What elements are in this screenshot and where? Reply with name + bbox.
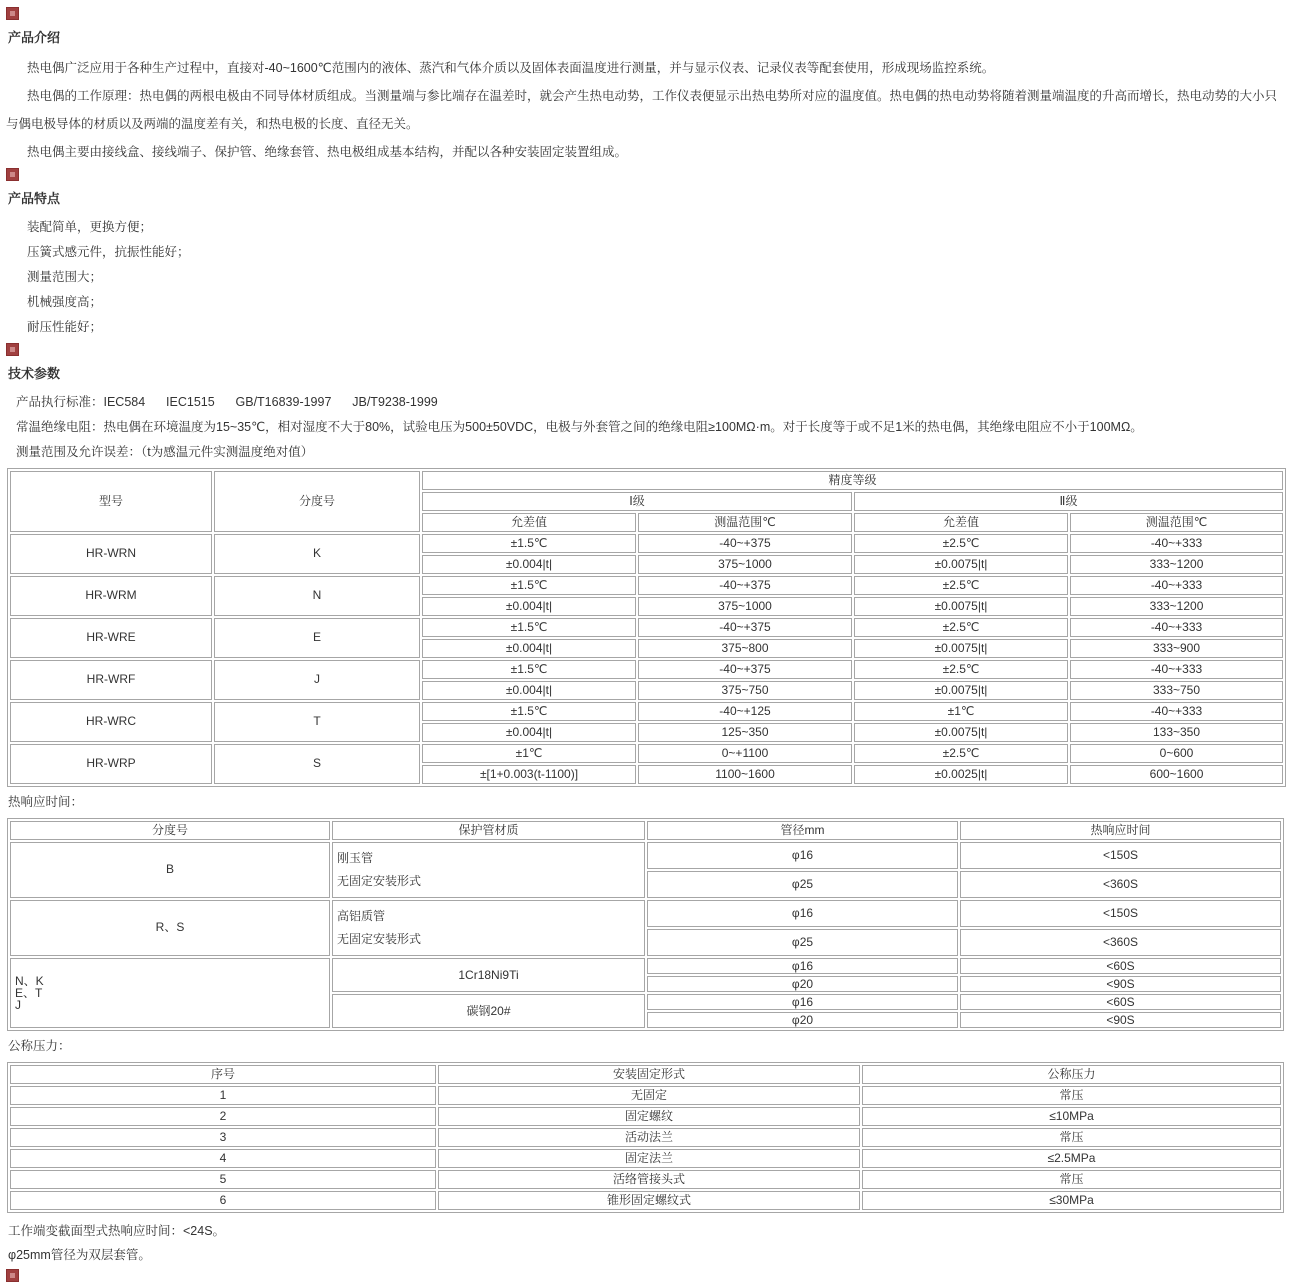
cell-response-time: <150S	[960, 842, 1281, 869]
cell: -40~+375	[638, 534, 852, 553]
cell-graduation: E	[214, 618, 420, 658]
column-header-diameter: 管径mm	[647, 821, 958, 840]
table-row	[10, 821, 1281, 840]
cell-index: 4	[10, 1149, 436, 1168]
cell-pressure: 常压	[862, 1128, 1281, 1147]
column-header-response-time: 热响应时间	[960, 821, 1281, 840]
cell: ±0.0075|t|	[854, 555, 1068, 574]
table-row	[10, 471, 1283, 490]
cell: ±1.5℃	[422, 618, 636, 637]
cell: 0~600	[1070, 744, 1283, 763]
cell-graduation: J	[214, 660, 420, 700]
column-header-sheath-material: 保护管材质	[332, 821, 645, 840]
cell-diameter: φ16	[647, 994, 958, 1010]
cell-graduation: N	[214, 576, 420, 616]
cell-response-time: <360S	[960, 871, 1281, 898]
cell: ±2.5℃	[854, 744, 1068, 763]
cell: ±0.004|t|	[422, 639, 636, 658]
intro-paragraph: 热电偶广泛应用于各种生产过程中，直接对-40~1600℃范围内的液体、蒸汽和气体介质以及固体表面温度进行测量，并与显示仪表、记录仪表等配套使用，形成现场监控系统。	[27, 61, 995, 76]
cell-model: HR-WRN	[10, 534, 212, 574]
cell: ±1.5℃	[422, 702, 636, 721]
cell-response-time: <90S	[960, 976, 1281, 992]
table-row	[10, 1128, 1281, 1147]
cell-response-time: <60S	[960, 994, 1281, 1010]
cell: 333~1200	[1070, 555, 1283, 574]
cell: -40~+333	[1070, 534, 1283, 553]
icon-row	[6, 168, 1283, 181]
cell: ±1℃	[854, 702, 1068, 721]
cell: 375~750	[638, 681, 852, 700]
cell: 125~350	[638, 723, 852, 742]
cell-pressure: 常压	[862, 1170, 1281, 1189]
cell: ±2.5℃	[854, 660, 1068, 679]
graduation-line: N、K	[15, 973, 44, 988]
material-line: 刚玉管	[337, 850, 374, 865]
table-row	[10, 660, 1283, 679]
cell-graduation	[10, 958, 330, 1028]
footer-notes	[6, 1219, 1283, 1267]
table-row	[10, 744, 1283, 763]
cell-mount-type: 固定螺纹	[438, 1107, 860, 1126]
icon-row	[6, 342, 1283, 355]
cell: 375~800	[638, 639, 852, 658]
cell-index: 5	[10, 1170, 436, 1189]
cell: 0~+1100	[638, 744, 852, 763]
column-header-accuracy-class: 精度等级	[422, 471, 1283, 490]
cell-diameter: φ25	[647, 871, 958, 898]
feature-item: 测量范围大；	[27, 270, 103, 285]
cell: 1100~1600	[638, 765, 852, 784]
column-header-graduation: 分度号	[10, 821, 330, 840]
cell: ±1.5℃	[422, 534, 636, 553]
cell: 133~350	[1070, 723, 1283, 742]
column-header-class1: Ⅰ级	[422, 492, 852, 511]
range-error-line: 测量范围及允许误差：（t为感温元件实测温度绝对值）	[16, 444, 314, 459]
cell-response-time: <150S	[960, 900, 1281, 927]
cell-graduation: S	[214, 744, 420, 784]
note-line: φ25mm管径为双层套管。	[8, 1247, 151, 1262]
table-row	[10, 900, 1281, 927]
table-row	[10, 1065, 1281, 1084]
table-row	[10, 534, 1283, 553]
table-row	[10, 1191, 1281, 1210]
cell-index: 1	[10, 1086, 436, 1105]
cell-diameter: φ25	[647, 929, 958, 956]
cell-mount-type: 无固定	[438, 1086, 860, 1105]
cell-material: 碳钢20#	[332, 994, 645, 1028]
cell-material	[332, 842, 645, 898]
table-row	[10, 576, 1283, 595]
standards-line: 产品执行标准：IEC584 IEC1515 GB/T16839-1997 JB/T9238-1999	[16, 394, 438, 409]
cell: ±0.0075|t|	[854, 723, 1068, 742]
column-header-temp-range: 测温范围℃	[638, 513, 852, 532]
feature-item: 机械强度高；	[27, 295, 103, 310]
column-header-graduation: 分度号	[214, 471, 420, 532]
cell: ±2.5℃	[854, 534, 1068, 553]
table-row	[10, 958, 1281, 974]
cell: 333~900	[1070, 639, 1283, 658]
pressure-table-label: 公称压力：	[8, 1038, 71, 1053]
cell-mount-type: 活络管接头式	[438, 1170, 860, 1189]
cell: -40~+333	[1070, 618, 1283, 637]
cell: ±1℃	[422, 744, 636, 763]
cell: ±[1+0.003(t-1100)]	[422, 765, 636, 784]
cell-diameter: φ20	[647, 1012, 958, 1028]
cell-model: HR-WRF	[10, 660, 212, 700]
cell-index: 3	[10, 1128, 436, 1147]
cell: ±0.0075|t|	[854, 597, 1068, 616]
cell-model: HR-WRP	[10, 744, 212, 784]
intro-paragraph: 热电偶主要由接线盒、接线端子、保护管、绝缘套管、热电极组成基本结构，并配以各种安装固定装置组成。	[27, 145, 628, 160]
cell-mount-type: 固定法兰	[438, 1149, 860, 1168]
cell: 333~1200	[1070, 597, 1283, 616]
feature-item: 耐压性能好；	[27, 320, 103, 335]
feature-item: 压簧式感元件，抗振性能好；	[27, 245, 190, 260]
cell-model: HR-WRC	[10, 702, 212, 742]
cell: 333~750	[1070, 681, 1283, 700]
column-header-class2: Ⅱ级	[854, 492, 1283, 511]
cell-model: HR-WRM	[10, 576, 212, 616]
pressure-table	[7, 1062, 1284, 1213]
cell: -40~+125	[638, 702, 852, 721]
cell-pressure: ≤30MPa	[862, 1191, 1281, 1210]
note-line: 工作端变截面型式热响应时间：<24S。	[8, 1223, 226, 1238]
cell: ±2.5℃	[854, 576, 1068, 595]
table-row	[10, 1107, 1281, 1126]
cell-mount-type: 活动法兰	[438, 1128, 860, 1147]
cell: -40~+333	[1070, 702, 1283, 721]
table-row	[10, 702, 1283, 721]
cell: ±0.0075|t|	[854, 681, 1068, 700]
insulation-line: 常温绝缘电阻：热电偶在环境温度为15~35℃，相对湿度不大于80%，试验电压为500±50VDC，电极与外套管之间的绝缘电阻≥100MΩ·m。对于长度等于或不足1米的热电偶，其绝缘电阻应不小于100MΩ。	[16, 419, 1143, 434]
cell: ±0.004|t|	[422, 723, 636, 742]
cell: -40~+375	[638, 576, 852, 595]
broken-image-icon	[6, 168, 19, 181]
cell: ±0.0075|t|	[854, 639, 1068, 658]
cell-graduation: T	[214, 702, 420, 742]
feature-item: 装配简单，更换方便；	[27, 220, 153, 235]
material-line: 无固定安装形式	[337, 931, 422, 946]
section-heading-tech: 技术参数	[8, 365, 61, 381]
cell: -40~+333	[1070, 660, 1283, 679]
cell-model: HR-WRE	[10, 618, 212, 658]
accuracy-table	[7, 468, 1286, 787]
graduation-line: J	[15, 997, 21, 1012]
column-header-index: 序号	[10, 1065, 436, 1084]
column-header-nominal-pressure: 公称压力	[862, 1065, 1281, 1084]
table-row	[10, 1149, 1281, 1168]
cell: ±1.5℃	[422, 576, 636, 595]
table-row	[10, 842, 1281, 869]
cell-index: 6	[10, 1191, 436, 1210]
section-heading-features: 产品特点	[8, 191, 61, 207]
cell-diameter: φ16	[647, 958, 958, 974]
cell-material: 1Cr18Ni9Ti	[332, 958, 645, 992]
material-line: 无固定安装形式	[337, 873, 422, 888]
cell: 375~1000	[638, 597, 852, 616]
cell-response-time: <60S	[960, 958, 1281, 974]
cell-index: 2	[10, 1107, 436, 1126]
broken-image-icon	[6, 343, 19, 356]
cell: ±0.004|t|	[422, 555, 636, 574]
column-header-model: 型号	[10, 471, 212, 532]
cell: 600~1600	[1070, 765, 1283, 784]
intro-paragraph: 热电偶的工作原理：热电偶的两根电极由不同导体材质组成。当测量端与参比端存在温差时，就会产生热电动势，工作仪表便显示出热电势所对应的温度值。热电偶的热电动势将随着测量端温度的升高而增长，热电动势的大小只与偶电极导体的材质以及两端的温度差有关，和热电极的长度、直径无关。	[6, 89, 1278, 132]
cell: ±1.5℃	[422, 660, 636, 679]
broken-image-icon	[6, 1269, 19, 1282]
cell-diameter: φ16	[647, 842, 958, 869]
cell-response-time: <90S	[960, 1012, 1281, 1028]
cell: ±0.0025|t|	[854, 765, 1068, 784]
graduation-line: E、T	[15, 985, 43, 1000]
cell-diameter: φ16	[647, 900, 958, 927]
cell: -40~+375	[638, 660, 852, 679]
cell-graduation: B	[10, 842, 330, 898]
cell: -40~+333	[1070, 576, 1283, 595]
cell: ±2.5℃	[854, 618, 1068, 637]
column-header-temp-range: 测温范围℃	[1070, 513, 1283, 532]
cell-graduation: K	[214, 534, 420, 574]
cell: 375~1000	[638, 555, 852, 574]
column-header-tolerance: 允差值	[854, 513, 1068, 532]
column-header-tolerance: 允差值	[422, 513, 636, 532]
material-line: 高铝质管	[337, 908, 386, 923]
section-heading-intro: 产品介绍	[8, 30, 61, 46]
response-table	[7, 818, 1284, 1031]
column-header-mount-type: 安装固定形式	[438, 1065, 860, 1084]
icon-row	[6, 7, 1283, 20]
cell-pressure: 常压	[862, 1086, 1281, 1105]
cell-graduation: R、S	[10, 900, 330, 956]
cell: ±0.004|t|	[422, 681, 636, 700]
cell-pressure: ≤2.5MPa	[862, 1149, 1281, 1168]
table-row	[10, 618, 1283, 637]
cell-material	[332, 900, 645, 956]
cell: ±0.004|t|	[422, 597, 636, 616]
broken-image-icon	[6, 7, 19, 20]
cell-mount-type: 锥形固定螺纹式	[438, 1191, 860, 1210]
cell-diameter: φ20	[647, 976, 958, 992]
cell: -40~+375	[638, 618, 852, 637]
icon-row	[6, 1269, 1283, 1282]
cell-pressure: ≤10MPa	[862, 1107, 1281, 1126]
table-row	[10, 1086, 1281, 1105]
response-table-label: 热响应时间：	[8, 794, 84, 809]
cell-response-time: <360S	[960, 929, 1281, 956]
